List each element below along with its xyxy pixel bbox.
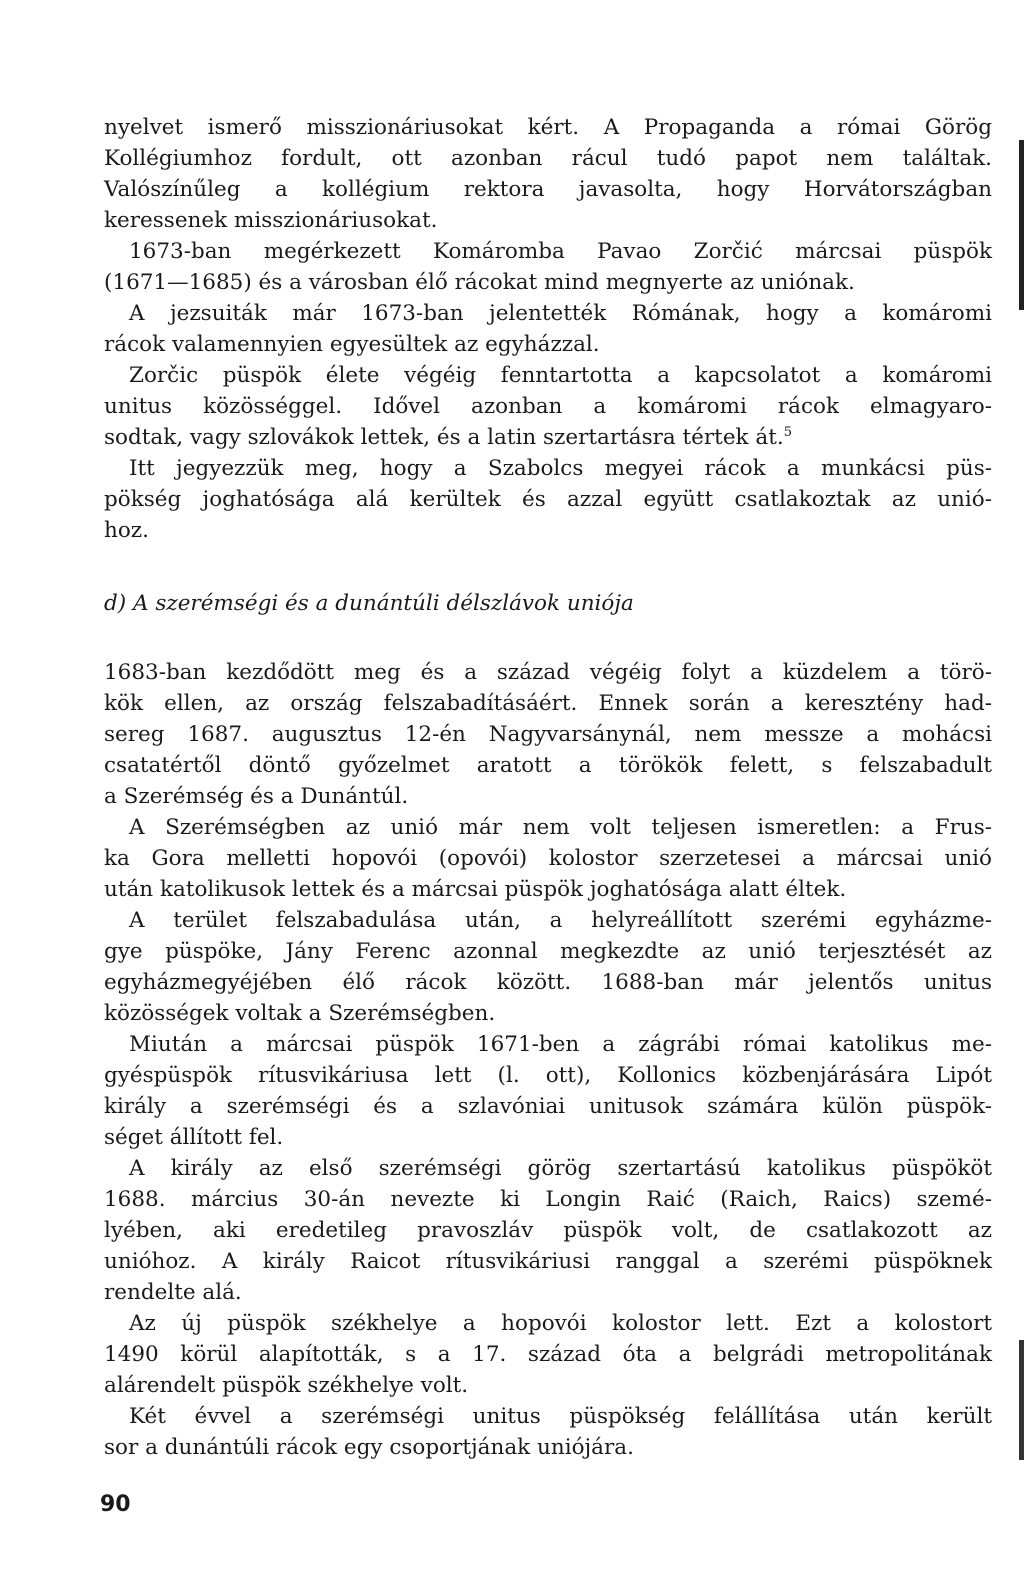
text-line: a Szerémség és a Dunántúl. (104, 784, 409, 809)
text-line: Kollégiumhoz fordult, ott azonban rácul tudó papot nem találtak. (104, 146, 992, 171)
text-line: 1490 körül alapították, s a 17. század óta a belgrádi metropolitának (104, 1342, 992, 1367)
paragraph (104, 236, 992, 298)
text-line: csatatértől döntő győzelmet aratott a törökök felett, s felszabadult (104, 753, 992, 778)
text-line: (1671—1685) és a városban élő rácokat mind megnyerte az uniónak. (104, 270, 855, 295)
text-line: Miután a márcsai püspök 1671-ben a zágrábi római katolikus me- (129, 1032, 992, 1057)
paragraph (104, 360, 992, 453)
text-line: séget állított fel. (104, 1125, 284, 1150)
text-line: lyében, aki eredetileg pravoszláv püspök volt, de csatlakozott az (104, 1218, 992, 1243)
text-line: kök ellen, az ország felszabadításáért. Ennek során a keresztény had- (104, 691, 992, 716)
paragraph (104, 1401, 992, 1463)
text-line: ka Gora melletti hopovói (opovói) kolostor szerzetesei a márcsai unió (104, 846, 992, 871)
text-line: pökség joghatósága alá kerültek és azzal együtt csatlakoztak az unió- (104, 487, 992, 512)
text-line: gye püspöke, Jány Ferenc azonnal megkezdte az unió terjesztését az (104, 939, 992, 964)
paragraph (104, 1153, 992, 1308)
text-line: nyelvet ismerő misszionáriusokat kért. A Propaganda a római Görög (104, 115, 992, 140)
paragraph (104, 812, 992, 905)
section-heading: d) A szerémségi és a dunántúli délszlávok uniója (104, 591, 634, 616)
footnote-marker[interactable]: 5 (783, 424, 792, 440)
page-number: 90 (100, 1492, 131, 1517)
paragraph (104, 905, 992, 1029)
paragraph (104, 1029, 992, 1153)
text-line: A terület felszabadulása után, a helyreállított szerémi egyházme- (129, 908, 992, 933)
text-line: A király az első szerémségi görög szertartású katolikus püspököt (129, 1156, 992, 1181)
text-line: sereg 1687. augusztus 12-én Nagyvarsánynál, nem messze a mohácsi (104, 722, 992, 747)
text-line: egyházmegyéjében élő rácok között. 1688-ban már jelentős unitus (104, 970, 992, 995)
paragraph (104, 657, 992, 812)
text-block-top (104, 112, 992, 546)
text-line: Az új püspök székhelye a hopovói kolostor lett. Ezt a kolostort (129, 1311, 992, 1336)
text-line: A Szerémségben az unió már nem volt teljesen ismeretlen: a Frus- (129, 815, 992, 840)
text-line: gyéspüspök rítusvikáriusa lett (l. ott), Kollonics közbenjárására Lipót (104, 1063, 992, 1088)
page-body (104, 112, 992, 1463)
text-block-bottom (104, 657, 992, 1463)
text-line: Két évvel a szerémségi unitus püspökség felállítása után került (129, 1404, 992, 1429)
text-line: Valószínűleg a kollégium rektora javasolta, hogy Horvátországban (104, 177, 992, 202)
text-line: után katolikusok lettek és a márcsai püspök joghatósága alatt éltek. (104, 877, 847, 902)
text-line: rendelte alá. (104, 1280, 242, 1305)
text-line: unióhoz. A király Raicot rítusvikáriusi ranggal a szerémi püspöknek (104, 1249, 992, 1274)
paragraph (104, 1308, 992, 1401)
scan-edge-mark (1019, 1340, 1024, 1460)
text-line: A jezsuiták már 1673-ban jelentették Rómának, hogy a komáromi (129, 301, 992, 326)
paragraph (104, 453, 992, 546)
paragraph (104, 298, 992, 360)
text-line: sor a dunántúli rácok egy csoportjának uniójára. (104, 1435, 634, 1460)
text-line: hoz. (104, 518, 149, 543)
text-line: keressenek misszionáriusokat. (104, 208, 438, 233)
text-line: Itt jegyezzük meg, hogy a Szabolcs megyei rácok a munkácsi püs- (129, 456, 992, 481)
text-line: közösségek voltak a Szerémségben. (104, 1001, 496, 1026)
text-line: alárendelt püspök székhelye volt. (104, 1373, 469, 1398)
text-line: 1688. március 30-án nevezte ki Longin Raić (Raich, Raics) szemé- (104, 1187, 992, 1212)
text-line: rácok valamennyien egyesültek az egyházzal. (104, 332, 600, 357)
text-line: 1683-ban kezdődött meg és a század végéig folyt a küzdelem a törö- (104, 660, 992, 685)
text-line: unitus közösséggel. Idővel azonban a komáromi rácok elmagyaro- (104, 394, 992, 419)
scan-edge-mark (1019, 140, 1024, 310)
text-line: Zorčic püspök élete végéig fenntartotta a kapcsolatot a komáromi (129, 363, 992, 388)
text-line: 1673-ban megérkezett Komáromba Pavao Zorčić márcsai püspök (129, 239, 992, 264)
text-line: sodtak, vagy szlovákok lettek, és a latin szertartásra tértek át.$^5$ (104, 424, 792, 450)
paragraph (104, 112, 992, 236)
text-line: király a szerémségi és a szlavóniai unitusok számára külön püspök- (104, 1094, 992, 1119)
